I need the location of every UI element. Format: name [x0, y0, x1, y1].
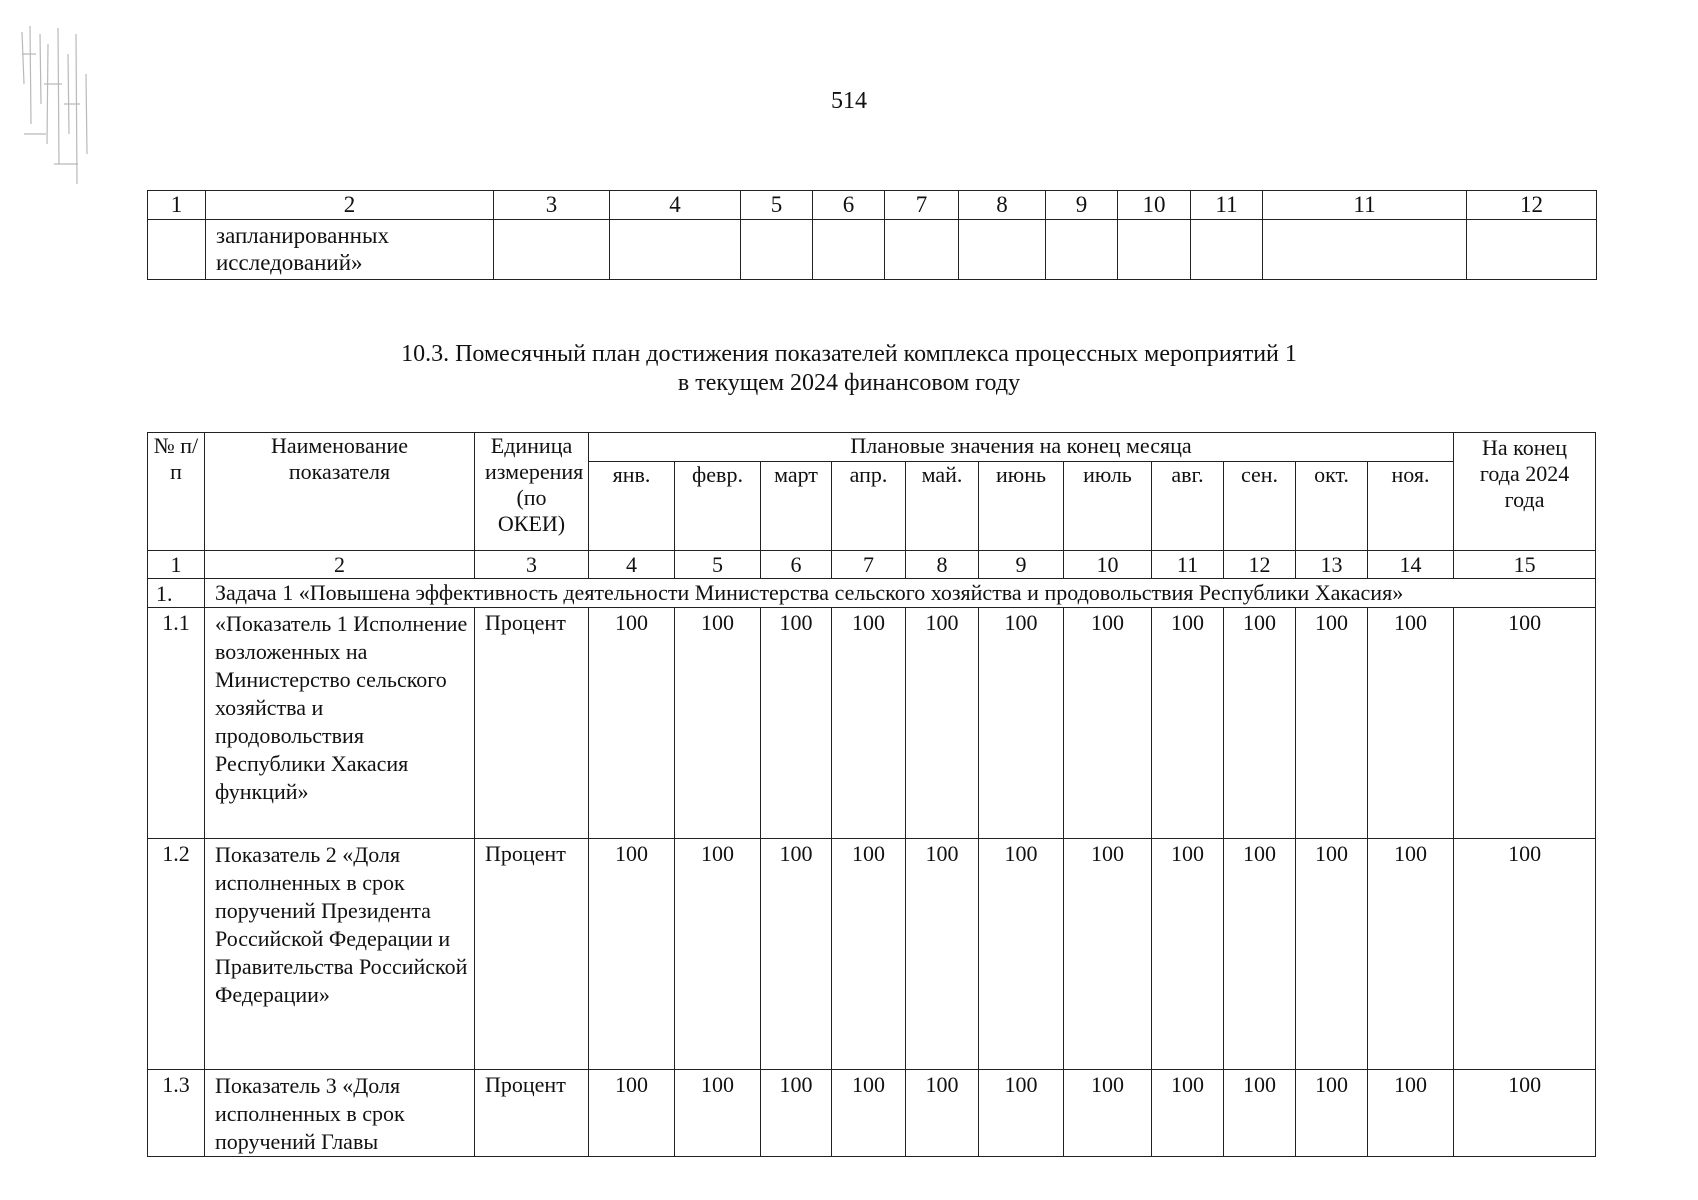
column-number: 15: [1454, 551, 1596, 579]
header-month: авг.: [1152, 462, 1224, 551]
month-value: 100: [589, 608, 675, 839]
empty-cell: [494, 220, 610, 280]
column-number: 11: [1191, 191, 1263, 220]
empty-cell: [148, 220, 206, 280]
month-value: 100: [1064, 608, 1152, 839]
column-number: 7: [885, 191, 959, 220]
month-value: 100: [1296, 608, 1368, 839]
month-value: 100: [761, 1070, 832, 1157]
column-number: 7: [832, 551, 906, 579]
header-month: янв.: [589, 462, 675, 551]
month-value: 100: [1224, 839, 1296, 1070]
month-value: 100: [979, 839, 1064, 1070]
column-number: 8: [959, 191, 1046, 220]
continuation-header-row: [148, 191, 1597, 220]
page-number: 514: [831, 88, 867, 114]
header-month: апр.: [832, 462, 906, 551]
month-value: 100: [1296, 839, 1368, 1070]
header-month: июль: [1064, 462, 1152, 551]
month-value: 100: [832, 1070, 906, 1157]
empty-cell: [1467, 220, 1597, 280]
year-end-value: 100: [1454, 608, 1596, 839]
column-number: 1: [148, 551, 205, 579]
column-number: 2: [205, 551, 475, 579]
header-num: № п/п: [148, 433, 205, 551]
indicator-row: [148, 1070, 1596, 1157]
month-value: 100: [589, 839, 675, 1070]
month-value: 100: [675, 608, 761, 839]
column-number: 4: [589, 551, 675, 579]
column-number: 14: [1368, 551, 1454, 579]
column-numbers-row: [148, 551, 1596, 579]
column-number: 13: [1296, 551, 1368, 579]
empty-cell: [885, 220, 959, 280]
column-number: 12: [1224, 551, 1296, 579]
column-number: 2: [206, 191, 494, 220]
continuation-text: запланированных исследований»: [206, 220, 494, 280]
empty-cell: [1191, 220, 1263, 280]
task-number: 1.: [148, 579, 205, 608]
column-number: 3: [475, 551, 589, 579]
empty-cell: [1263, 220, 1467, 280]
header-month: сен.: [1224, 462, 1296, 551]
month-value: 100: [761, 608, 832, 839]
month-value: 100: [906, 608, 979, 839]
column-number: 1: [148, 191, 206, 220]
month-value: 100: [832, 608, 906, 839]
month-value: 100: [979, 1070, 1064, 1157]
column-number: 6: [761, 551, 832, 579]
month-value: 100: [1152, 839, 1224, 1070]
month-value: 100: [1152, 1070, 1224, 1157]
indicator-unit: Процент: [475, 839, 589, 1070]
header-month: март: [761, 462, 832, 551]
indicator-number: 1.3: [148, 1070, 205, 1157]
header-year-end: На конец года 2024 года: [1454, 433, 1596, 551]
column-number: 11: [1152, 551, 1224, 579]
indicator-name: Показатель 2 «Доля исполненных в срок поручений Президента Российской Федерации и Правительства Российской Федерации»: [205, 839, 475, 1070]
month-value: 100: [1368, 1070, 1454, 1157]
month-value: 100: [675, 1070, 761, 1157]
indicator-number: 1.2: [148, 839, 205, 1070]
empty-cell: [741, 220, 813, 280]
empty-cell: [610, 220, 741, 280]
indicator-unit: Процент: [475, 1070, 589, 1157]
month-value: 100: [906, 1070, 979, 1157]
indicator-name: «Показатель 1 Исполнение возложенных на Министерство сельского хозяйства и продовольствия Республики Хакасия функций»: [205, 608, 475, 839]
month-value: 100: [1368, 608, 1454, 839]
column-number: 12: [1467, 191, 1597, 220]
month-value: 100: [1152, 608, 1224, 839]
column-number: 9: [1046, 191, 1118, 220]
header-month: май.: [906, 462, 979, 551]
header-planned-values: Плановые значения на конец месяца: [589, 433, 1454, 462]
empty-cell: [813, 220, 885, 280]
column-number: 4: [610, 191, 741, 220]
month-value: 100: [1224, 1070, 1296, 1157]
header-month: июнь: [979, 462, 1064, 551]
header-row-1: [148, 433, 1596, 462]
task-row: [148, 579, 1596, 608]
task-text: Задача 1 «Повышена эффективность деятельности Министерства сельского хозяйства и продовольствия Республики Хакасия»: [205, 579, 1596, 608]
month-value: 100: [906, 839, 979, 1070]
indicator-name: Показатель 3 «Доля исполненных в срок поручений Главы: [205, 1070, 475, 1157]
continuation-row: [148, 220, 1597, 280]
header-month: ноя.: [1368, 462, 1454, 551]
continuation-table: [147, 190, 1597, 280]
empty-cell: [1046, 220, 1118, 280]
section-title-line-2: в текущем 2024 финансовом году: [677, 370, 1021, 396]
month-value: 100: [761, 839, 832, 1070]
year-end-value: 100: [1454, 839, 1596, 1070]
month-value: 100: [1296, 1070, 1368, 1157]
header-unit: Единица измерения (по ОКЕИ): [475, 433, 589, 551]
month-value: 100: [1064, 1070, 1152, 1157]
column-number: 6: [813, 191, 885, 220]
indicator-number: 1.1: [148, 608, 205, 839]
year-end-value: 100: [1454, 1070, 1596, 1157]
indicator-row: [148, 608, 1596, 839]
column-number: 8: [906, 551, 979, 579]
column-number: 3: [494, 191, 610, 220]
month-value: 100: [675, 839, 761, 1070]
column-number: 10: [1064, 551, 1152, 579]
month-value: 100: [589, 1070, 675, 1157]
month-value: 100: [1064, 839, 1152, 1070]
indicator-unit: Процент: [475, 608, 589, 839]
month-value: 100: [1224, 608, 1296, 839]
section-title-line-1: 10.3. Помесячный план достижения показателей комплекса процессных мероприятий 1: [401, 341, 1297, 367]
column-number: 5: [675, 551, 761, 579]
month-value: 100: [979, 608, 1064, 839]
empty-cell: [1118, 220, 1191, 280]
header-month: февр.: [675, 462, 761, 551]
monthly-plan-table: [147, 432, 1596, 1157]
column-number: 9: [979, 551, 1064, 579]
header-indicator-name: Наименование показателя: [205, 433, 475, 551]
month-value: 100: [832, 839, 906, 1070]
column-number: 5: [741, 191, 813, 220]
header-month: окт.: [1296, 462, 1368, 551]
column-number: 10: [1118, 191, 1191, 220]
month-value: 100: [1368, 839, 1454, 1070]
indicator-row: [148, 839, 1596, 1070]
empty-cell: [959, 220, 1046, 280]
column-number: 11: [1263, 191, 1467, 220]
